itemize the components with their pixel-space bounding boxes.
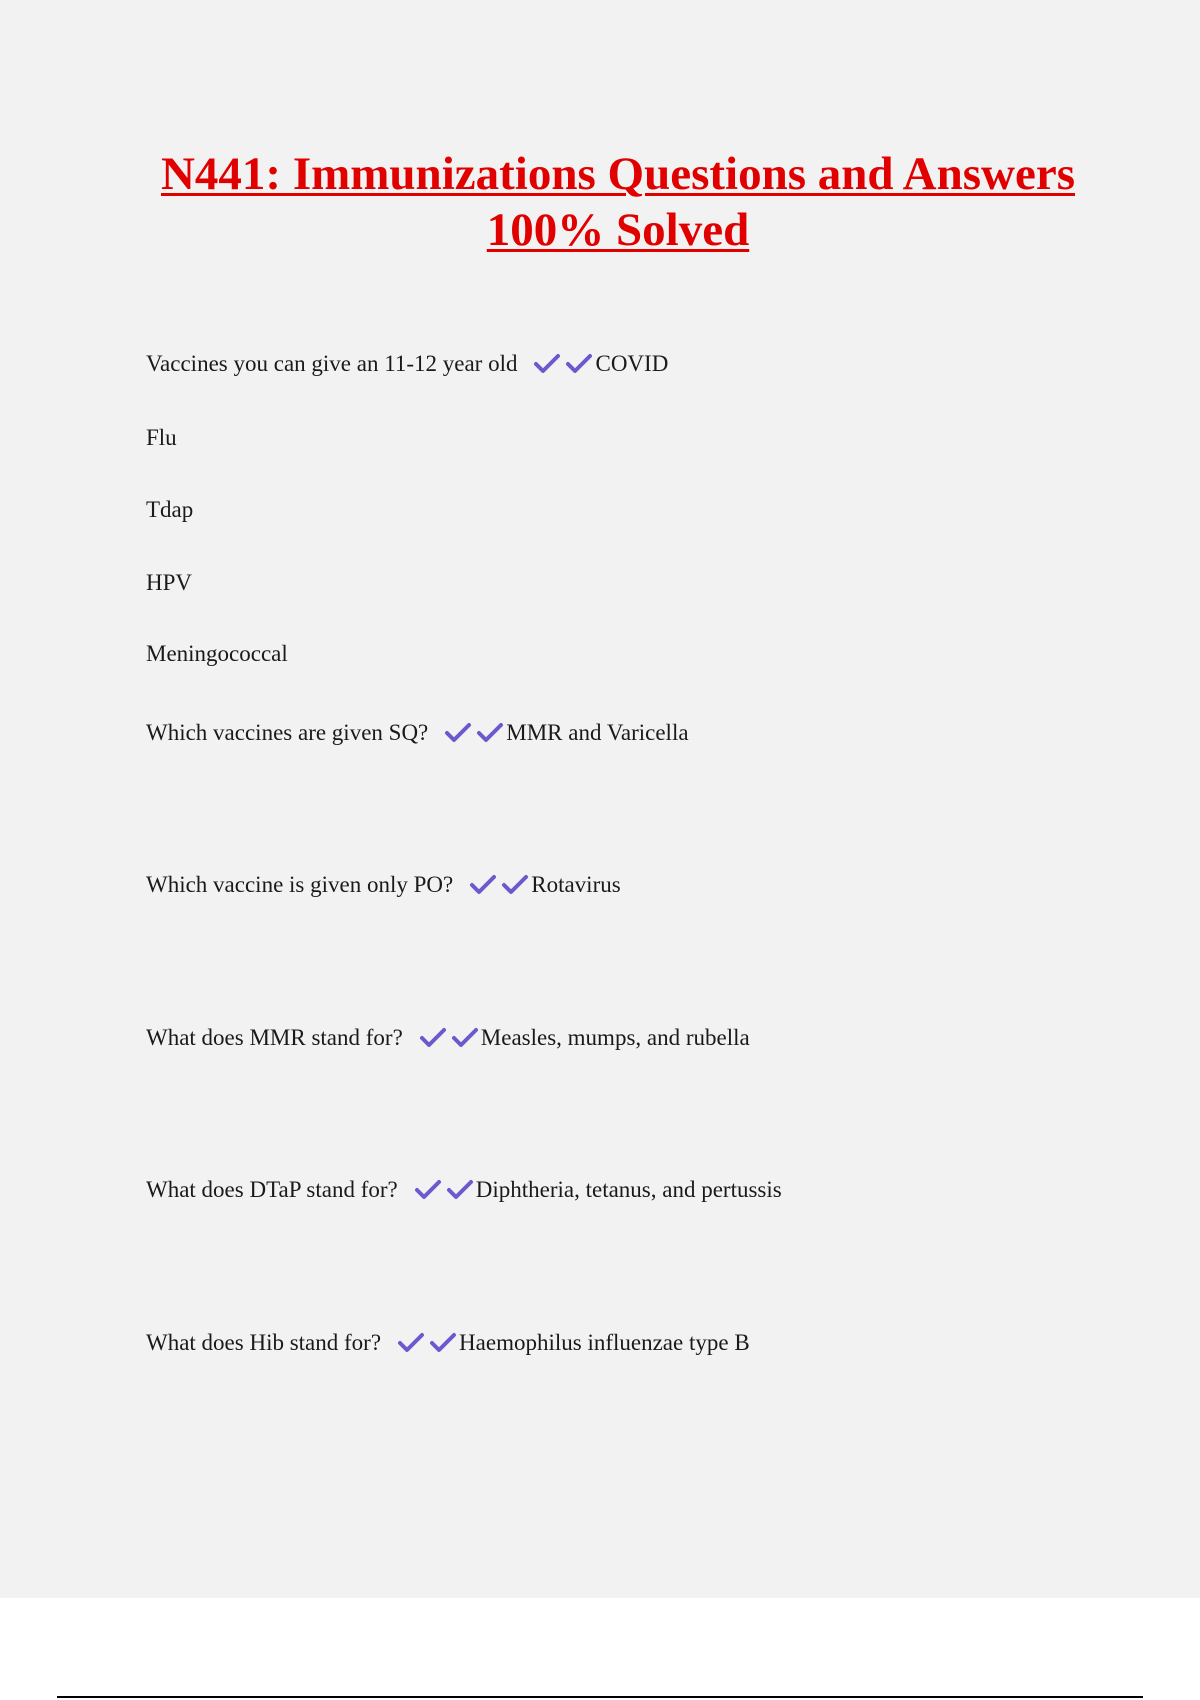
double-check-icon bbox=[397, 1332, 457, 1354]
qa-item bbox=[146, 348, 668, 378]
double-check-icon bbox=[469, 874, 529, 896]
qa-item bbox=[146, 1327, 750, 1357]
answer-text: COVID bbox=[595, 350, 669, 376]
title-line-1: N441: Immunizations Questions and Answers bbox=[160, 148, 1076, 200]
double-check-icon bbox=[414, 1179, 474, 1201]
qa-item bbox=[146, 717, 689, 747]
answer-text: Rotavirus bbox=[531, 871, 621, 897]
double-check-icon bbox=[444, 722, 504, 744]
answer-continuation: HPV bbox=[146, 570, 193, 595]
double-check-icon bbox=[533, 353, 593, 375]
answer-text: MMR and Varicella bbox=[506, 719, 689, 745]
question-text: Which vaccine is given only PO? bbox=[146, 871, 454, 897]
double-check-icon bbox=[419, 1027, 479, 1049]
answer-text: Haemophilus influenzae type B bbox=[459, 1329, 750, 1355]
answer-text: Measles, mumps, and rubella bbox=[480, 1024, 750, 1050]
footer-divider bbox=[57, 1696, 1143, 1698]
question-text: What does MMR stand for? bbox=[146, 1024, 403, 1050]
answer-continuation: Tdap bbox=[146, 497, 194, 522]
qa-item bbox=[146, 1022, 750, 1052]
question-text: What does DTaP stand for? bbox=[146, 1176, 398, 1202]
qa-item bbox=[146, 1174, 782, 1204]
qa-item bbox=[146, 869, 621, 899]
document-title bbox=[0, 146, 1200, 258]
question-text: Vaccines you can give an 11-12 year old bbox=[146, 350, 518, 376]
title-line-2: 100% Solved bbox=[486, 204, 750, 256]
answer-continuation: Flu bbox=[146, 425, 177, 450]
question-text: What does Hib stand for? bbox=[146, 1329, 382, 1355]
answer-continuation: Meningococcal bbox=[146, 641, 288, 666]
answer-text: Diphtheria, tetanus, and pertussis bbox=[475, 1176, 782, 1202]
question-text: Which vaccines are given SQ? bbox=[146, 719, 429, 745]
